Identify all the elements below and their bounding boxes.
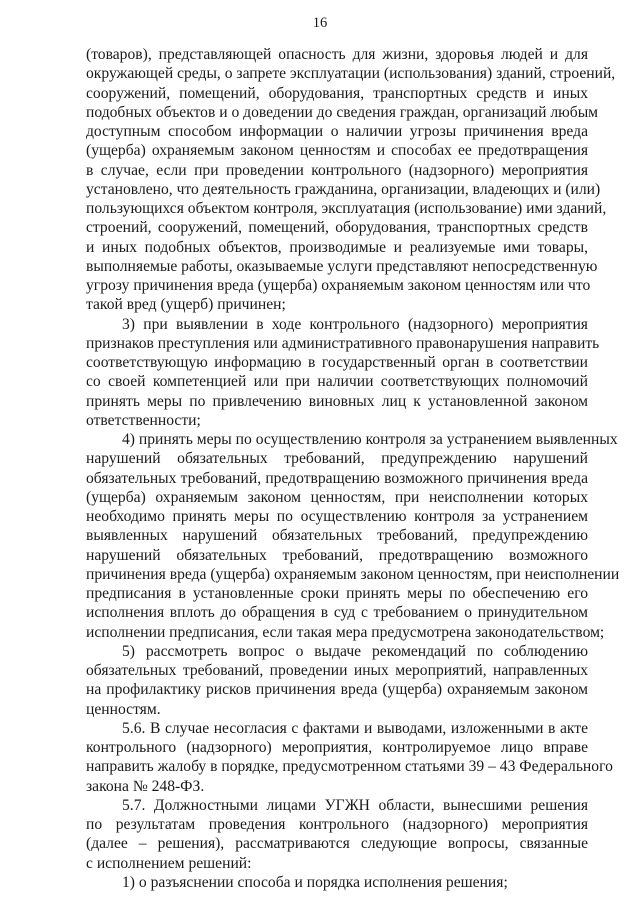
text-line: выявленных нарушений обязательных требований, предупреждению xyxy=(86,527,588,545)
text-line: 4) принять меры по осуществлению контроля за устранением выявленных xyxy=(122,431,618,448)
text-line: причинения вреда (ущерба) охраняемым законом ценностям, при неисполнении xyxy=(86,565,620,583)
text-line: нарушений обязательных требований, предупреждению нарушений xyxy=(86,450,588,468)
text-line: доступным способом информации о наличии угрозы причинения вреда xyxy=(86,123,588,140)
text-line: (далее – решения), рассматриваются следующие вопросы, связанные xyxy=(86,835,588,853)
paragraph-cont xyxy=(86,45,616,315)
text-line: 1) о разъяснении способа и порядка исполнения решения; xyxy=(122,873,508,891)
paragraph-p3 xyxy=(86,315,600,431)
text-line: строений, сооружений, помещений, оборудования, транспортных средств xyxy=(86,219,588,237)
text-line: такой вред (ущерб) причинен; xyxy=(86,296,286,314)
page-number: 16 xyxy=(312,15,328,31)
document-body xyxy=(86,45,620,892)
text-line: 3) при выявлении в ходе контрольного (надзорного) мероприятия xyxy=(122,315,588,333)
text-line: в случае, если при проведении контрольного (надзорного) мероприятия xyxy=(86,161,588,179)
text-line: сооружений, помещений, оборудования, транспортных средств и иных xyxy=(86,84,588,102)
text-line: нарушений обязательных требований, предотвращению возможного xyxy=(86,546,588,564)
text-line: 5.6. В случае несогласия с фактами и выводами, изложенными в акте xyxy=(122,719,588,737)
paragraph-p5 xyxy=(86,642,588,719)
text-line: исполнении предписания, если такая мера предусмотрена законодательством; xyxy=(86,623,605,641)
text-line: окружающей среды, о запрете эксплуатации (использования) зданий, строений, xyxy=(86,65,616,83)
text-line: принять меры по привлечению виновных лиц к установленной законом xyxy=(86,392,588,410)
paragraph-s57 xyxy=(86,796,588,873)
text-line: ответственности; xyxy=(86,411,201,429)
text-line: (товаров), представляющей опасность для жизни, здоровья людей и для xyxy=(86,46,588,63)
text-line: признаков преступления или административного правонарушения направить xyxy=(86,334,600,352)
text-line: выполняемые работы, оказываемые услуги представляют непосредственную xyxy=(86,257,598,275)
paragraph-p4 xyxy=(86,430,620,642)
text-line: со своей компетенцией или при наличии соответствующих полномочий xyxy=(86,373,588,391)
text-line: закона № 248-ФЗ. xyxy=(86,777,205,795)
text-line: необходимо принять меры по осуществлению контроля за устранением xyxy=(86,508,588,525)
text-line: соответствующую информацию в государственный орган в соответствии xyxy=(86,354,588,371)
paragraph-s57-1 xyxy=(86,873,588,892)
text-line: исполнения вплоть до обращения в суд с требованием о принудительном xyxy=(86,604,588,622)
text-line: с исполнением решений: xyxy=(86,854,252,872)
text-line: угрозу причинения вреда (ущерба) охраняемым законом ценностям или что xyxy=(86,277,591,294)
text-line: направить жалобу в порядке, предусмотренном статьями 39 – 43 Федерального xyxy=(86,758,613,776)
text-line: установлено, что деятельность гражданина, организации, владеющих и (или) xyxy=(86,180,601,198)
text-line: (ущерба) охраняемым законом ценностям, при неисполнении которых xyxy=(86,488,588,506)
text-line: контрольного (надзорного) мероприятия, контролируемое лицо вправе xyxy=(86,739,588,756)
text-line: обязательных требований, предотвращению возможного причинения вреда xyxy=(86,469,588,487)
text-line: пользующихся объектом контроля, эксплуатация (использование) ими зданий, xyxy=(86,200,607,217)
text-line: предписания в установленные сроки принять меры по обеспечению его xyxy=(86,585,588,602)
text-line: по результатам проведения контрольного (надзорного) мероприятия xyxy=(86,816,588,833)
text-line: и иных подобных объектов, производимые и реализуемые ими товары, xyxy=(86,238,588,256)
text-line: на профилактику рисков причинения вреда (ущерба) охраняемым законом xyxy=(86,681,588,699)
text-line: 5) рассмотреть вопрос о выдаче рекомендаций по соблюдению xyxy=(122,642,588,660)
text-line: (ущерба) охраняемым законом ценностям и способах ее предотвращения xyxy=(86,142,588,160)
text-line: обязательных требований, проведении иных мероприятий, направленных xyxy=(86,662,588,679)
paragraph-s56 xyxy=(86,719,613,796)
text-line: 5.7. Должностными лицами УГЖН области, вынесшими решения xyxy=(122,796,588,814)
text-line: подобных объектов и о доведении до сведения граждан, организаций любым xyxy=(86,103,599,121)
text-line: ценностям. xyxy=(86,700,161,718)
